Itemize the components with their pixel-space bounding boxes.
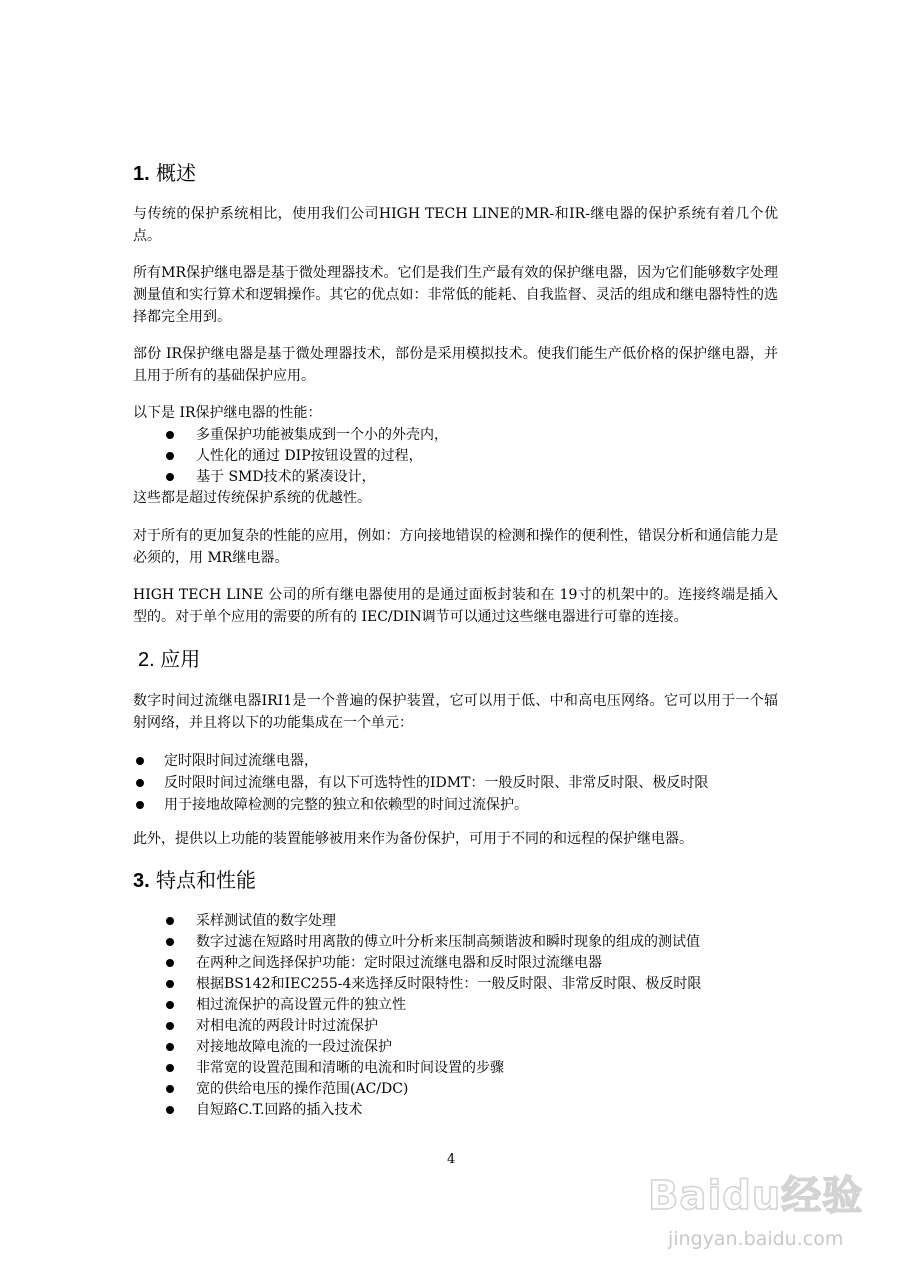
section-3-heading	[133, 867, 256, 894]
bullet-icon	[136, 801, 144, 809]
list-item: 相过流保护的高设置元件的独立性	[196, 997, 406, 1013]
s1-paragraph-5: HIGH TECH LINE 公司的所有继电器使用的是通过面板封装和在 19寸的机架中的。连接终端是插入型的。对于单个应用的需要的所有的 IEC/DIN调节可以通过这些继电器进行可靠的连接。	[133, 587, 778, 625]
s1-paragraph-1: 与传统的保护系统相比，使用我们公司HIGH TECH LINE的MR-和IR-继电器的保护系统有着几个优点。	[133, 206, 778, 244]
list-item: 自短路C.T.回路的插入技术	[196, 1102, 363, 1118]
bullet-icon	[166, 1022, 174, 1030]
list-item: 对接地故障电流的一段过流保护	[196, 1039, 392, 1055]
bullet-icon	[166, 959, 174, 967]
watermark-url: jingyan.baidu.com	[668, 1228, 844, 1250]
list-item: 对相电流的两段计时过流保护	[196, 1018, 378, 1034]
s1-paragraph-3: 部份 IR保护继电器是基于微处理器技术，部份是采用模拟技术。使我们能生产低价格的保护继电器，并且用于所有的基础保护应用。	[133, 346, 778, 384]
baidu-jingyan-watermark	[640, 1160, 870, 1270]
page-number: 4	[447, 1152, 456, 1167]
bullet-icon	[166, 1064, 174, 1072]
list-item: 多重保护功能被集成到一个小的外壳内，	[196, 427, 448, 443]
section-3-number: 3.	[133, 870, 150, 892]
list-item: 采样测试值的数字处理	[196, 913, 336, 929]
list-item: 用于接地故障检测的完整的独立和依赖型的时间过流保护。	[164, 797, 528, 813]
section-1-heading	[133, 160, 196, 187]
s1-list-outro: 这些都是超过传统保护系统的优越性。	[133, 490, 371, 506]
bullet-icon	[166, 1043, 174, 1051]
s2-paragraph-2: 此外，提供以上功能的装置能够被用来作为备份保护，可用于不同的和远程的保护继电器。	[133, 831, 693, 847]
bullet-icon	[166, 1106, 174, 1114]
bullet-icon	[166, 1085, 174, 1093]
section-3-title: 特点和性能	[156, 868, 257, 892]
bullet-icon	[166, 938, 174, 946]
list-item: 在两种之间选择保护功能：定时限过流继电器和反时限过流继电器	[196, 955, 602, 971]
list-item: 基于 SMD技术的紧凑设计，	[196, 469, 376, 485]
list-item: 非常宽的设置范围和清晰的电流和时间设置的步骤	[196, 1060, 504, 1076]
bullet-icon	[166, 452, 174, 460]
list-item: 宽的供给电压的操作范围(AC/DC)	[196, 1081, 409, 1097]
bullet-icon	[136, 757, 144, 765]
section-1-number: 1.	[133, 163, 150, 185]
bullet-icon	[136, 779, 144, 787]
list-item: 根据BS142和IEC255-4来选择反时限特性：一般反时限、非常反时限、极反时限	[196, 976, 702, 992]
section-1-title: 概述	[156, 161, 197, 185]
s1-paragraph-4: 对于所有的更加复杂的性能的应用，例如：方向接地错误的检测和操作的便利性，错误分析和通信能力是必须的，用 MR继电器。	[133, 528, 778, 566]
watermark-logo: Baidu经验	[648, 1173, 864, 1219]
list-item: 反时限时间过流继电器，有以下可选特性的IDMT：一般反时限、非常反时限、极反时限	[164, 775, 709, 791]
list-item: 数字过滤在短路时用离散的傅立叶分析来压制高频谐波和瞬时现象的组成的测试值	[196, 934, 700, 950]
bullet-icon	[166, 1001, 174, 1009]
bullet-icon	[166, 980, 174, 988]
list-item: 定时限时间过流继电器，	[164, 753, 318, 769]
s2-paragraph-1: 数字时间过流继电器IRI1是一个普遍的保护装置，它可以用于低、中和高电压网络。它可以用于一个辐射网络，并且将以下的功能集成在一个单元：	[133, 693, 778, 731]
section-2-heading: 2. 应用	[138, 649, 201, 671]
s1-list-intro: 以下是 IR保护继电器的性能：	[133, 405, 322, 421]
s1-paragraph-2: 所有MR保护继电器是基于微处理器技术。它们是我们生产最有效的保护继电器，因为它们能够数字处理测量值和实行算术和逻辑操作。其它的优点如：非常低的能耗、自我监督、灵活的组成和继电器特性的选择都完全用到。	[133, 265, 778, 325]
bullet-icon	[166, 431, 174, 439]
bullet-icon	[166, 917, 174, 925]
bullet-icon	[166, 473, 174, 481]
list-item: 人性化的通过 DIP按钮设置的过程，	[196, 448, 423, 464]
